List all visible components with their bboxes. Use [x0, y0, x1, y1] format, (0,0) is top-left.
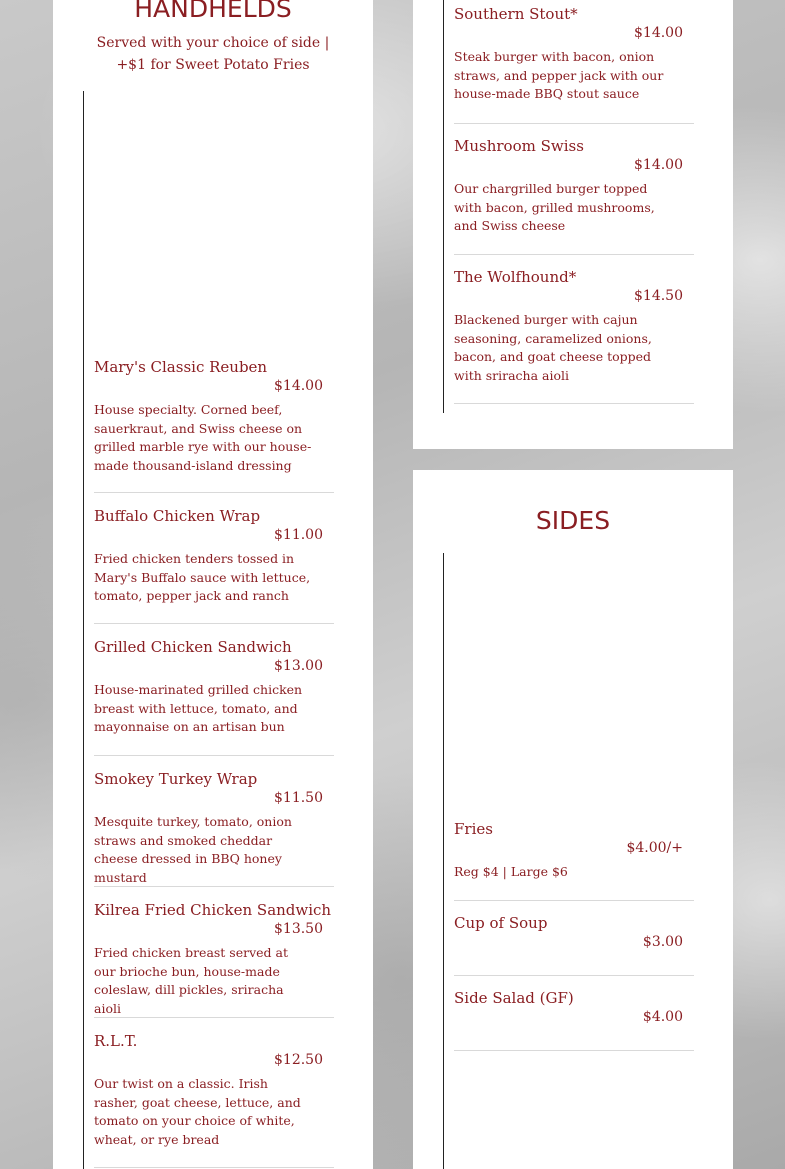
item-description: House-marinated grilled chicken breast with lettuce, tomato, and mayonnaise on an artisan bun	[94, 682, 303, 734]
handhelds-divider-line	[83, 91, 84, 1169]
item-name: Side Salad (GF)	[454, 989, 574, 1007]
item-description: Steak burger with bacon, onion straws, and pepper jack with our house-made BBQ stout sauce	[454, 49, 664, 101]
item-separator	[94, 492, 334, 493]
item-separator	[94, 1167, 334, 1168]
item-name: R.L.T.	[94, 1032, 138, 1050]
item-price: $13.00	[274, 658, 323, 674]
item-price: $14.00	[274, 378, 323, 394]
item-name: Mushroom Swiss	[454, 137, 584, 155]
item-price: $11.50	[274, 790, 323, 806]
item-name: Kilrea Fried Chicken Sandwich	[94, 901, 332, 919]
handhelds-card	[53, 0, 373, 1169]
item-price: $4.00/+	[626, 840, 683, 856]
item-description: House specialty. Corned beef, sauerkraut, and Swiss cheese on grilled marble rye with our house-made thousand-island dressing	[94, 402, 312, 473]
burgers-card	[413, 0, 733, 449]
item-price: $4.00	[642, 1009, 683, 1025]
handhelds-subtitle: Served with your choice of side | +$1 for Sweet Potato Fries	[96, 35, 330, 73]
item-price: $14.50	[634, 288, 683, 304]
item-price: $14.00	[634, 25, 683, 41]
sides-title: SIDES	[535, 506, 611, 535]
item-separator	[454, 254, 694, 255]
sides-card	[413, 470, 733, 1169]
item-name: Mary's Classic Reuben	[94, 358, 268, 376]
item-separator	[454, 975, 694, 976]
item-separator	[94, 623, 334, 624]
item-description: Our chargrilled burger topped with bacon, grilled mushrooms, and Swiss cheese	[454, 181, 655, 233]
item-separator	[454, 1050, 694, 1051]
item-name: Buffalo Chicken Wrap	[94, 507, 261, 525]
item-name: Grilled Chicken Sandwich	[94, 638, 292, 656]
item-name: Cup of Soup	[454, 914, 548, 932]
item-separator	[454, 403, 694, 404]
item-name: Southern Stout*	[454, 5, 578, 23]
item-description: Blackened burger with cajun seasoning, caramelized onions, bacon, and goat cheese topped with sriracha aioli	[454, 312, 652, 383]
item-price: $12.50	[274, 1052, 323, 1068]
item-name: The Wolfhound*	[454, 268, 577, 286]
item-separator	[94, 1017, 334, 1018]
item-description: Reg $4 | Large $6	[454, 864, 568, 879]
item-description: Fried chicken breast served at our brioche bun, house-made coleslaw, dill pickles, sriracha aioli	[94, 945, 289, 1016]
sides-divider-line	[443, 553, 444, 1169]
item-description: Our twist on a classic. Irish rasher, goat cheese, lettuce, and tomato on your choice of white, wheat, or rye bread	[94, 1076, 301, 1147]
item-separator	[454, 123, 694, 124]
item-separator	[94, 886, 334, 887]
burgers-divider-line	[443, 0, 444, 413]
handhelds-title: HANDHELDS	[134, 0, 292, 23]
item-price: $11.00	[274, 527, 323, 543]
item-name: Smokey Turkey Wrap	[94, 770, 258, 788]
item-description: Mesquite turkey, tomato, onion straws and smoked cheddar cheese dressed in BBQ honey mustard	[94, 814, 292, 885]
item-price: $3.00	[642, 934, 683, 950]
item-separator	[94, 755, 334, 756]
item-price: $14.00	[634, 157, 683, 173]
item-description: Fried chicken tenders tossed in Mary's Buffalo sauce with lettuce, tomato, pepper jack and ranch	[94, 551, 311, 603]
item-separator	[454, 900, 694, 901]
item-name: Fries	[454, 820, 493, 838]
item-price: $13.50	[274, 921, 323, 937]
